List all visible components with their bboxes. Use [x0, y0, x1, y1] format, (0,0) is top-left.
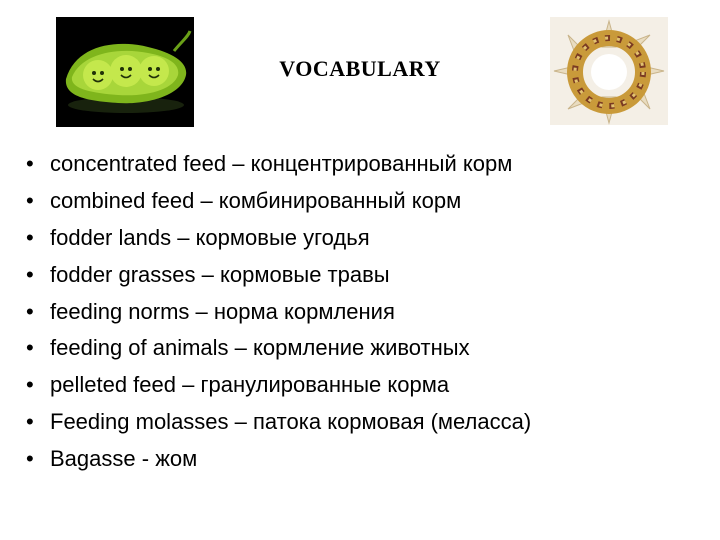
bullet: •	[26, 445, 34, 471]
translation: патока кормовая (меласса)	[253, 408, 532, 434]
bullet: •	[26, 408, 34, 434]
translation: кормовые травы	[220, 261, 390, 287]
term: Bagasse	[50, 445, 136, 471]
term: pelleted feed	[50, 372, 176, 398]
list-item	[26, 183, 531, 220]
translation: кормление животных	[253, 335, 470, 361]
bullet: •	[26, 188, 34, 214]
bullet: •	[26, 298, 34, 324]
list-item	[26, 293, 531, 330]
separator: –	[171, 224, 196, 250]
bullet: •	[26, 335, 34, 361]
separator: -	[135, 445, 156, 471]
separator: –	[189, 298, 214, 324]
list-item	[26, 256, 531, 293]
term: concentrated feed	[50, 151, 227, 177]
translation: кормовые угодья	[195, 224, 370, 250]
separator: –	[228, 335, 254, 361]
list-item	[26, 220, 531, 257]
term: combined feed	[50, 188, 195, 214]
separator: –	[226, 151, 251, 177]
separator: –	[195, 261, 220, 287]
translation: комбинированный корм	[218, 188, 462, 214]
list-item	[26, 440, 531, 477]
translation: гранулированные корма	[200, 372, 450, 398]
corn-wreath-image	[550, 17, 668, 125]
list-item	[26, 367, 531, 404]
bullet: •	[26, 151, 34, 177]
bullet: •	[26, 261, 34, 287]
pea-pod-image	[56, 17, 194, 127]
vocabulary-list	[26, 146, 531, 477]
list-item	[26, 404, 531, 441]
list-item	[26, 330, 531, 367]
term: fodder lands	[50, 224, 172, 250]
translation: концентрированный корм	[250, 151, 513, 177]
term: Feeding molasses	[50, 408, 229, 434]
translation: норма кормления	[213, 298, 395, 324]
bullet: •	[26, 372, 34, 398]
separator: –	[176, 372, 201, 398]
list-item	[26, 146, 531, 183]
bullet: •	[26, 224, 34, 250]
separator: –	[194, 188, 219, 214]
term: feeding norms	[50, 298, 190, 324]
translation: жом	[155, 445, 198, 471]
term: feeding of animals	[50, 335, 229, 361]
separator: –	[228, 408, 254, 434]
term: fodder grasses	[50, 261, 196, 287]
slide-title: VOCABULARY	[279, 56, 441, 81]
